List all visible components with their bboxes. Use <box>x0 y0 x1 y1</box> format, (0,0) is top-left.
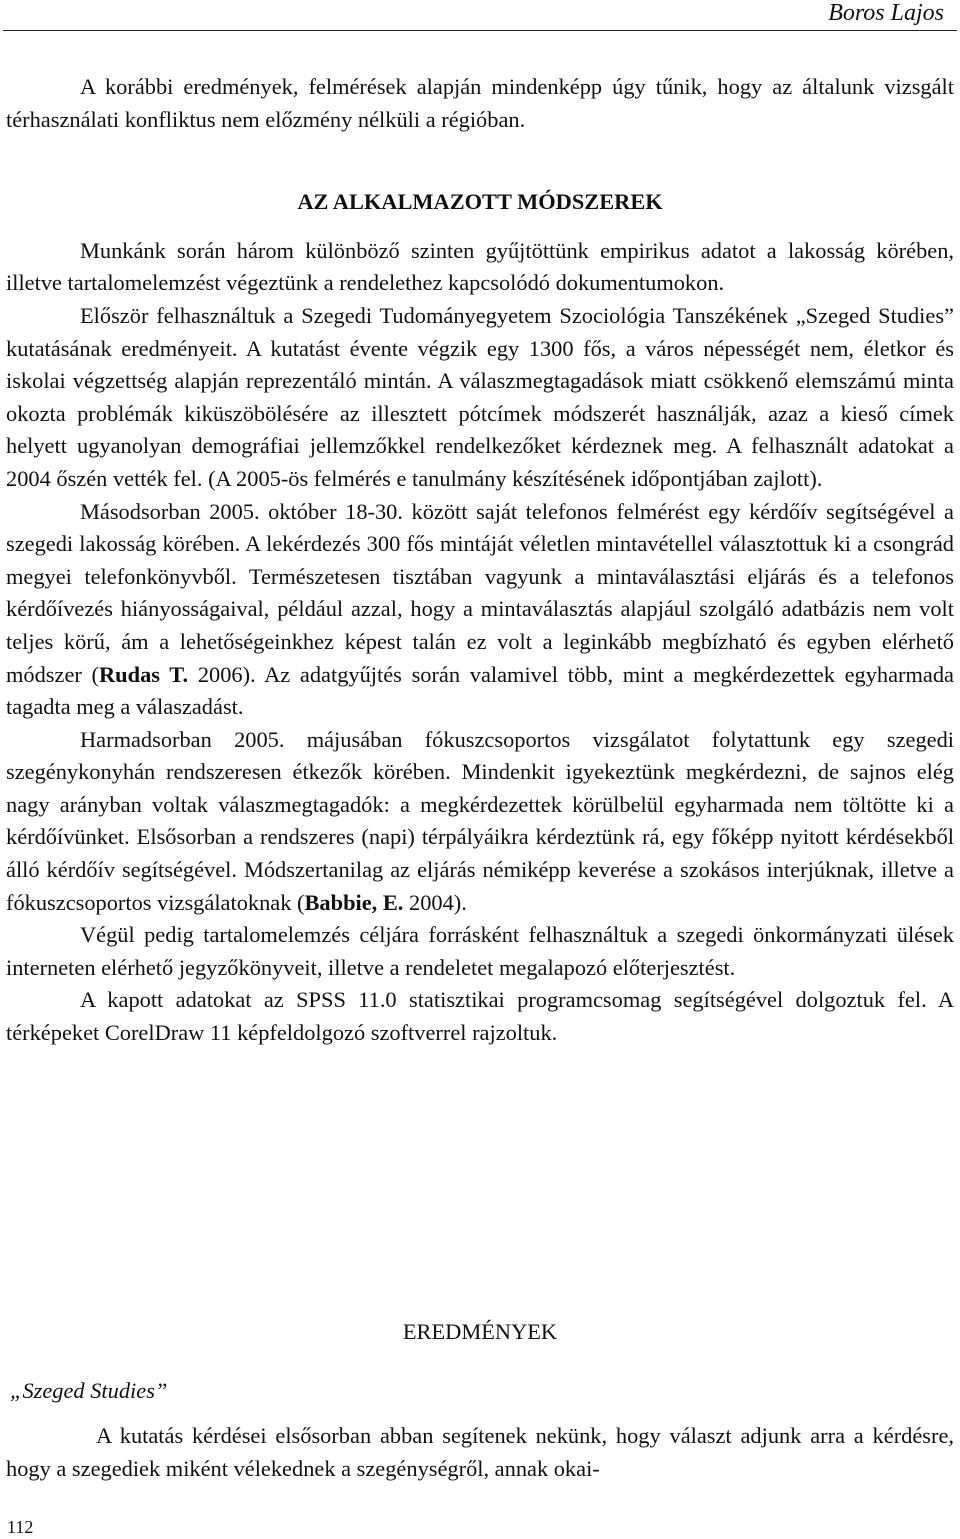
methods-paragraph-4 <box>6 724 954 920</box>
methods-paragraph-3 <box>6 496 954 724</box>
header-rule <box>3 30 957 31</box>
methods-paragraph-5: Végül pedig tartalomelemzés céljára forrásként felhasználtuk a szegedi önkormányzati ülések interneten elérhető jegyzőkönyveit, illetve a rendeletet megalapozó előterjesztést. <box>6 922 954 980</box>
results-subheading: „Szeged Studies” <box>10 1378 168 1403</box>
methods-paragraph-3-text: Másodsorban 2005. október 18-30. között saját telefonos felmérést egy kérdőív segítségével a szegedi lakosság körében. A lekérdezés 300 fős mintáját véletlen mintavétellel választottuk ki a csongrád megyei telefonkönyvből. Természetesen tisztában vagyunk a mintaválasztási eljárás és a telefonos kérdőívezés hiányosságaival, például azzal, hogy a mintaválasztás alapjául szolgáló adatbázis nem volt teljes körű, ám a lehetőségeinkhez képest talán ez volt a leginkább megbízható és egyben elérhető módszer ( <box>6 498 954 687</box>
methods-paragraph-3-tail: 2006). Az adatgyűjtés során valamivel több, mint a megkérdezettek egyharmada tagadta meg a válaszadást. <box>6 661 954 720</box>
methods-paragraph-6: A kapott adatokat az SPSS 11.0 statisztikai programcsomag segítségével dolgoztuk fel. A térképeket CorelDraw 11 képfeldolgozó szoftverrel rajzoltuk. <box>6 987 954 1046</box>
methods-paragraph-2: Először felhasználtuk a Szegedi Tudományegyetem Szociológia Tanszékének „Szeged Studies” kutatásának eredményeit. A kutatást évente végzik egy 1300 fős, a város népességét nem, életkor és iskolai végzettség alapján reprezentáló mintán. A válaszmegtagadások miatt csökkenő elemszámú minta okozta problémák kiküszöbölésére az illesztett pótcímek módszerét használják, azaz a kieső címek helyett ugyanolyan demográfiai jellemzőkkel rendelkezőket kérdeznek meg. A felhasznált adatokat a 2004 őszén vették fel. (A 2005-ös felmérés e tanulmány készítésének időpontjában zajlott). <box>6 302 954 491</box>
methods-paragraph-1: Munkánk során három különböző szinten gyűjtöttünk empirikus adatot a lakosság körében, illetve tartalomelemzést végeztünk a rendelethez kapcsolódó dokumentumokon. <box>6 237 954 296</box>
methods-paragraph-4-text: Harmadsorban 2005. májusában fókuszcsoportos vizsgálatot folytattunk egy szegedi szegénykonyhán rendszeresen étkezők körében. Mindenkit igyekeztünk megkérdezni, de sajnos elég nagy arányban voltak válaszmegtagadók: a megkérdezettek körülbelül egyharmada nem töltötte ki a kérdőívünket. Elsősorban a rendszeres (napi) térpályáikra kérdeztünk rá, egy főképp nyitott kérdésekből álló kérdőív segítségével. Módszertanilag az eljárás némiképp keverése a szokásos interjúknak, illetve a fókuszcsoportos vizsgálatoknak ( <box>6 726 954 915</box>
running-header <box>0 0 960 30</box>
intro-paragraph: A korábbi eredmények, felmérések alapján mindenképp úgy tűnik, hogy az általunk vizsgált térhasználati konfliktus nem előzmény nélküli a régióban. <box>6 74 954 132</box>
body-text <box>6 71 954 1050</box>
header-author: Boros Lajos <box>828 0 944 26</box>
page-number: 112 <box>7 1517 34 1537</box>
results-paragraph-1: A kutatás kérdései elsősorban abban segítenek nekünk, hogy választ adjunk arra a kérdésre, hogy a szegediek miként vélekednek a szegénységről, annak okai- <box>6 1423 954 1481</box>
results-heading: EREDMÉNYEK <box>402 1319 558 1344</box>
methods-heading: AZ ALKALMAZOTT MÓDSZEREK <box>297 189 663 215</box>
citation-babbie: Babbie, E. <box>304 889 404 915</box>
citation-rudas: Rudas T. <box>99 661 189 687</box>
methods-paragraph-4-tail: 2004). <box>403 889 467 915</box>
